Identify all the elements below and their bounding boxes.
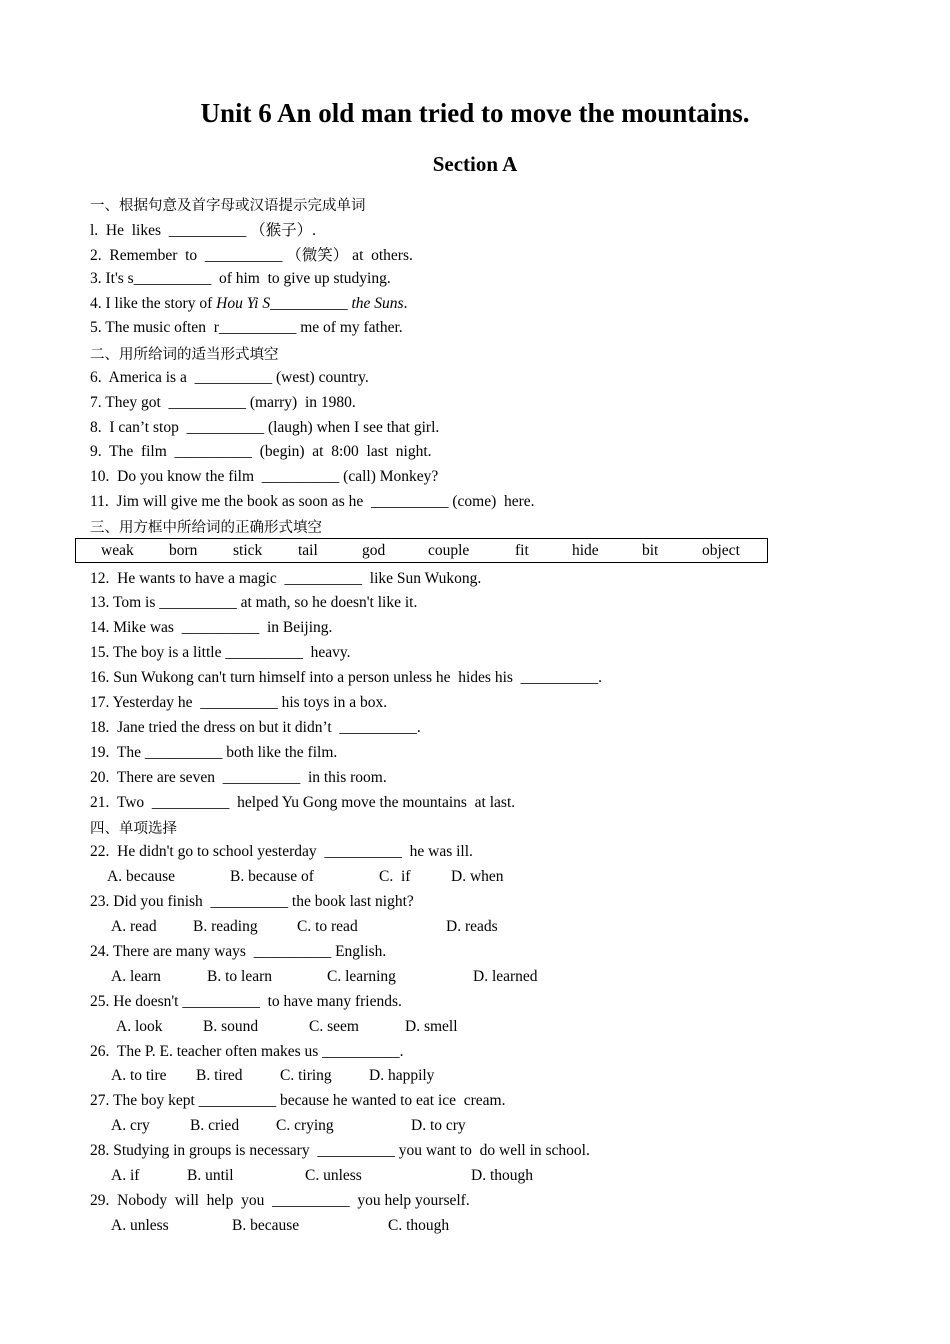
question-22: 22. He didn't go to school yesterday __________ he was ill. bbox=[90, 843, 473, 860]
option-d: D. reads bbox=[446, 918, 498, 935]
question-14: 14. Mike was __________ in Beijing. bbox=[90, 619, 333, 636]
question-24: 24. There are many ways __________ English. bbox=[90, 943, 387, 960]
question-27: 27. The boy kept __________ because he wanted to eat ice cream. bbox=[90, 1092, 506, 1109]
option-a: A. to tire bbox=[111, 1067, 167, 1084]
option-d: D. when bbox=[451, 868, 504, 885]
word-box-item: object bbox=[702, 542, 740, 559]
question-23: 23. Did you finish __________ the book last night? bbox=[90, 893, 414, 910]
option-c: C. seem bbox=[309, 1018, 359, 1035]
option-b: B. because of bbox=[230, 868, 314, 885]
question-19: 19. The __________ both like the film. bbox=[90, 744, 338, 761]
section-subtitle: Section A bbox=[432, 152, 518, 176]
option-a: A. cry bbox=[111, 1117, 150, 1134]
q4-before: 4. I like the story of bbox=[90, 295, 217, 312]
question-29: 29. Nobody will help you __________ you help yourself. bbox=[90, 1192, 470, 1209]
question-3: 3. It's s__________ of him to give up studying. bbox=[90, 270, 391, 287]
option-c: C. though bbox=[388, 1217, 450, 1234]
option-d: D. learned bbox=[473, 968, 538, 985]
option-c: C. learning bbox=[327, 968, 396, 985]
option-a: A. because bbox=[107, 868, 175, 885]
question-4 bbox=[90, 294, 407, 314]
option-c: C. tiring bbox=[280, 1067, 332, 1084]
option-c: C. crying bbox=[276, 1117, 334, 1134]
word-box-item: weak bbox=[101, 542, 134, 559]
word-box-item: stick bbox=[233, 542, 263, 559]
q4-italic-1: Hou Yi S bbox=[216, 295, 271, 312]
option-a: A. if bbox=[111, 1167, 140, 1184]
question-2: 2. Remember to __________ （微笑） at others. bbox=[90, 247, 413, 264]
question-12: 12. He wants to have a magic __________ like Sun Wukong. bbox=[90, 570, 482, 587]
q4-italic-2: the Suns bbox=[351, 295, 404, 312]
section-heading-1: 一、根据句意及首字母或汉语提示完成单词 bbox=[90, 198, 366, 214]
option-b: B. because bbox=[232, 1217, 300, 1234]
section-heading-3: 三、用方框中所给词的正确形式填空 bbox=[90, 520, 322, 536]
question-11: 11. Jim will give me the book as soon as he __________ (come) here. bbox=[90, 493, 535, 510]
question-25: 25. He doesn't __________ to have many friends. bbox=[90, 993, 402, 1010]
word-box-item: tail bbox=[298, 542, 318, 559]
option-b: B. cried bbox=[190, 1117, 240, 1134]
section-heading-2: 二、用所给词的适当形式填空 bbox=[90, 347, 279, 363]
question-15: 15. The boy is a little __________ heavy. bbox=[90, 644, 351, 661]
question-13: 13. Tom is __________ at math, so he doesn't like it. bbox=[90, 594, 418, 611]
option-d: D. to cry bbox=[411, 1117, 466, 1134]
question-5: 5. The music often r__________ me of my father. bbox=[90, 319, 403, 336]
question-26: 26. The P. E. teacher often makes us __________. bbox=[90, 1043, 404, 1060]
option-a: A. learn bbox=[111, 968, 161, 985]
option-b: B. to learn bbox=[207, 968, 272, 985]
q4-after: . bbox=[403, 295, 408, 312]
option-d: D. happily bbox=[369, 1067, 435, 1084]
word-box-item: bit bbox=[642, 542, 659, 559]
option-c: C. to read bbox=[297, 918, 358, 935]
section-heading-4: 四、单项选择 bbox=[90, 821, 177, 837]
q4-blank: __________ bbox=[270, 295, 352, 312]
option-b: B. sound bbox=[203, 1018, 259, 1035]
question-16: 16. Sun Wukong can't turn himself into a person unless he hides his __________. bbox=[90, 669, 603, 686]
option-d: D. smell bbox=[405, 1018, 458, 1035]
word-box-item: god bbox=[362, 542, 386, 559]
question-28: 28. Studying in groups is necessary __________ you want to do well in school. bbox=[90, 1142, 590, 1159]
option-a: A. read bbox=[111, 918, 157, 935]
word-box-item: couple bbox=[428, 542, 470, 559]
option-d: D. though bbox=[471, 1167, 533, 1184]
question-8: 8. I can’t stop __________ (laugh) when I see that girl. bbox=[90, 419, 440, 436]
question-9: 9. The film __________ (begin) at 8:00 last night. bbox=[90, 443, 432, 460]
question-21: 21. Two __________ helped Yu Gong move the mountains at last. bbox=[90, 794, 516, 811]
question-18: 18. Jane tried the dress on but it didn’t __________. bbox=[90, 719, 421, 736]
option-a: A. unless bbox=[111, 1217, 169, 1234]
question-6: 6. America is a __________ (west) country. bbox=[90, 369, 369, 386]
option-c: C. if bbox=[379, 868, 411, 885]
question-1: l. He likes __________ （猴子）. bbox=[90, 222, 317, 239]
option-a: A. look bbox=[116, 1018, 163, 1035]
option-b: B. tired bbox=[196, 1067, 243, 1084]
question-20: 20. There are seven __________ in this room. bbox=[90, 769, 387, 786]
page-title: Unit 6 An old man tried to move the mountains. bbox=[200, 98, 750, 128]
word-box bbox=[75, 538, 768, 563]
option-b: B. until bbox=[187, 1167, 234, 1184]
word-box-item: fit bbox=[515, 542, 529, 559]
word-box-item: born bbox=[169, 542, 198, 559]
option-c: C. unless bbox=[305, 1167, 362, 1184]
question-10: 10. Do you know the film __________ (call) Monkey? bbox=[90, 468, 439, 485]
question-17: 17. Yesterday he __________ his toys in a box. bbox=[90, 694, 388, 711]
option-b: B. reading bbox=[193, 918, 258, 935]
question-7: 7. They got __________ (marry) in 1980. bbox=[90, 394, 356, 411]
word-box-item: hide bbox=[572, 542, 599, 559]
